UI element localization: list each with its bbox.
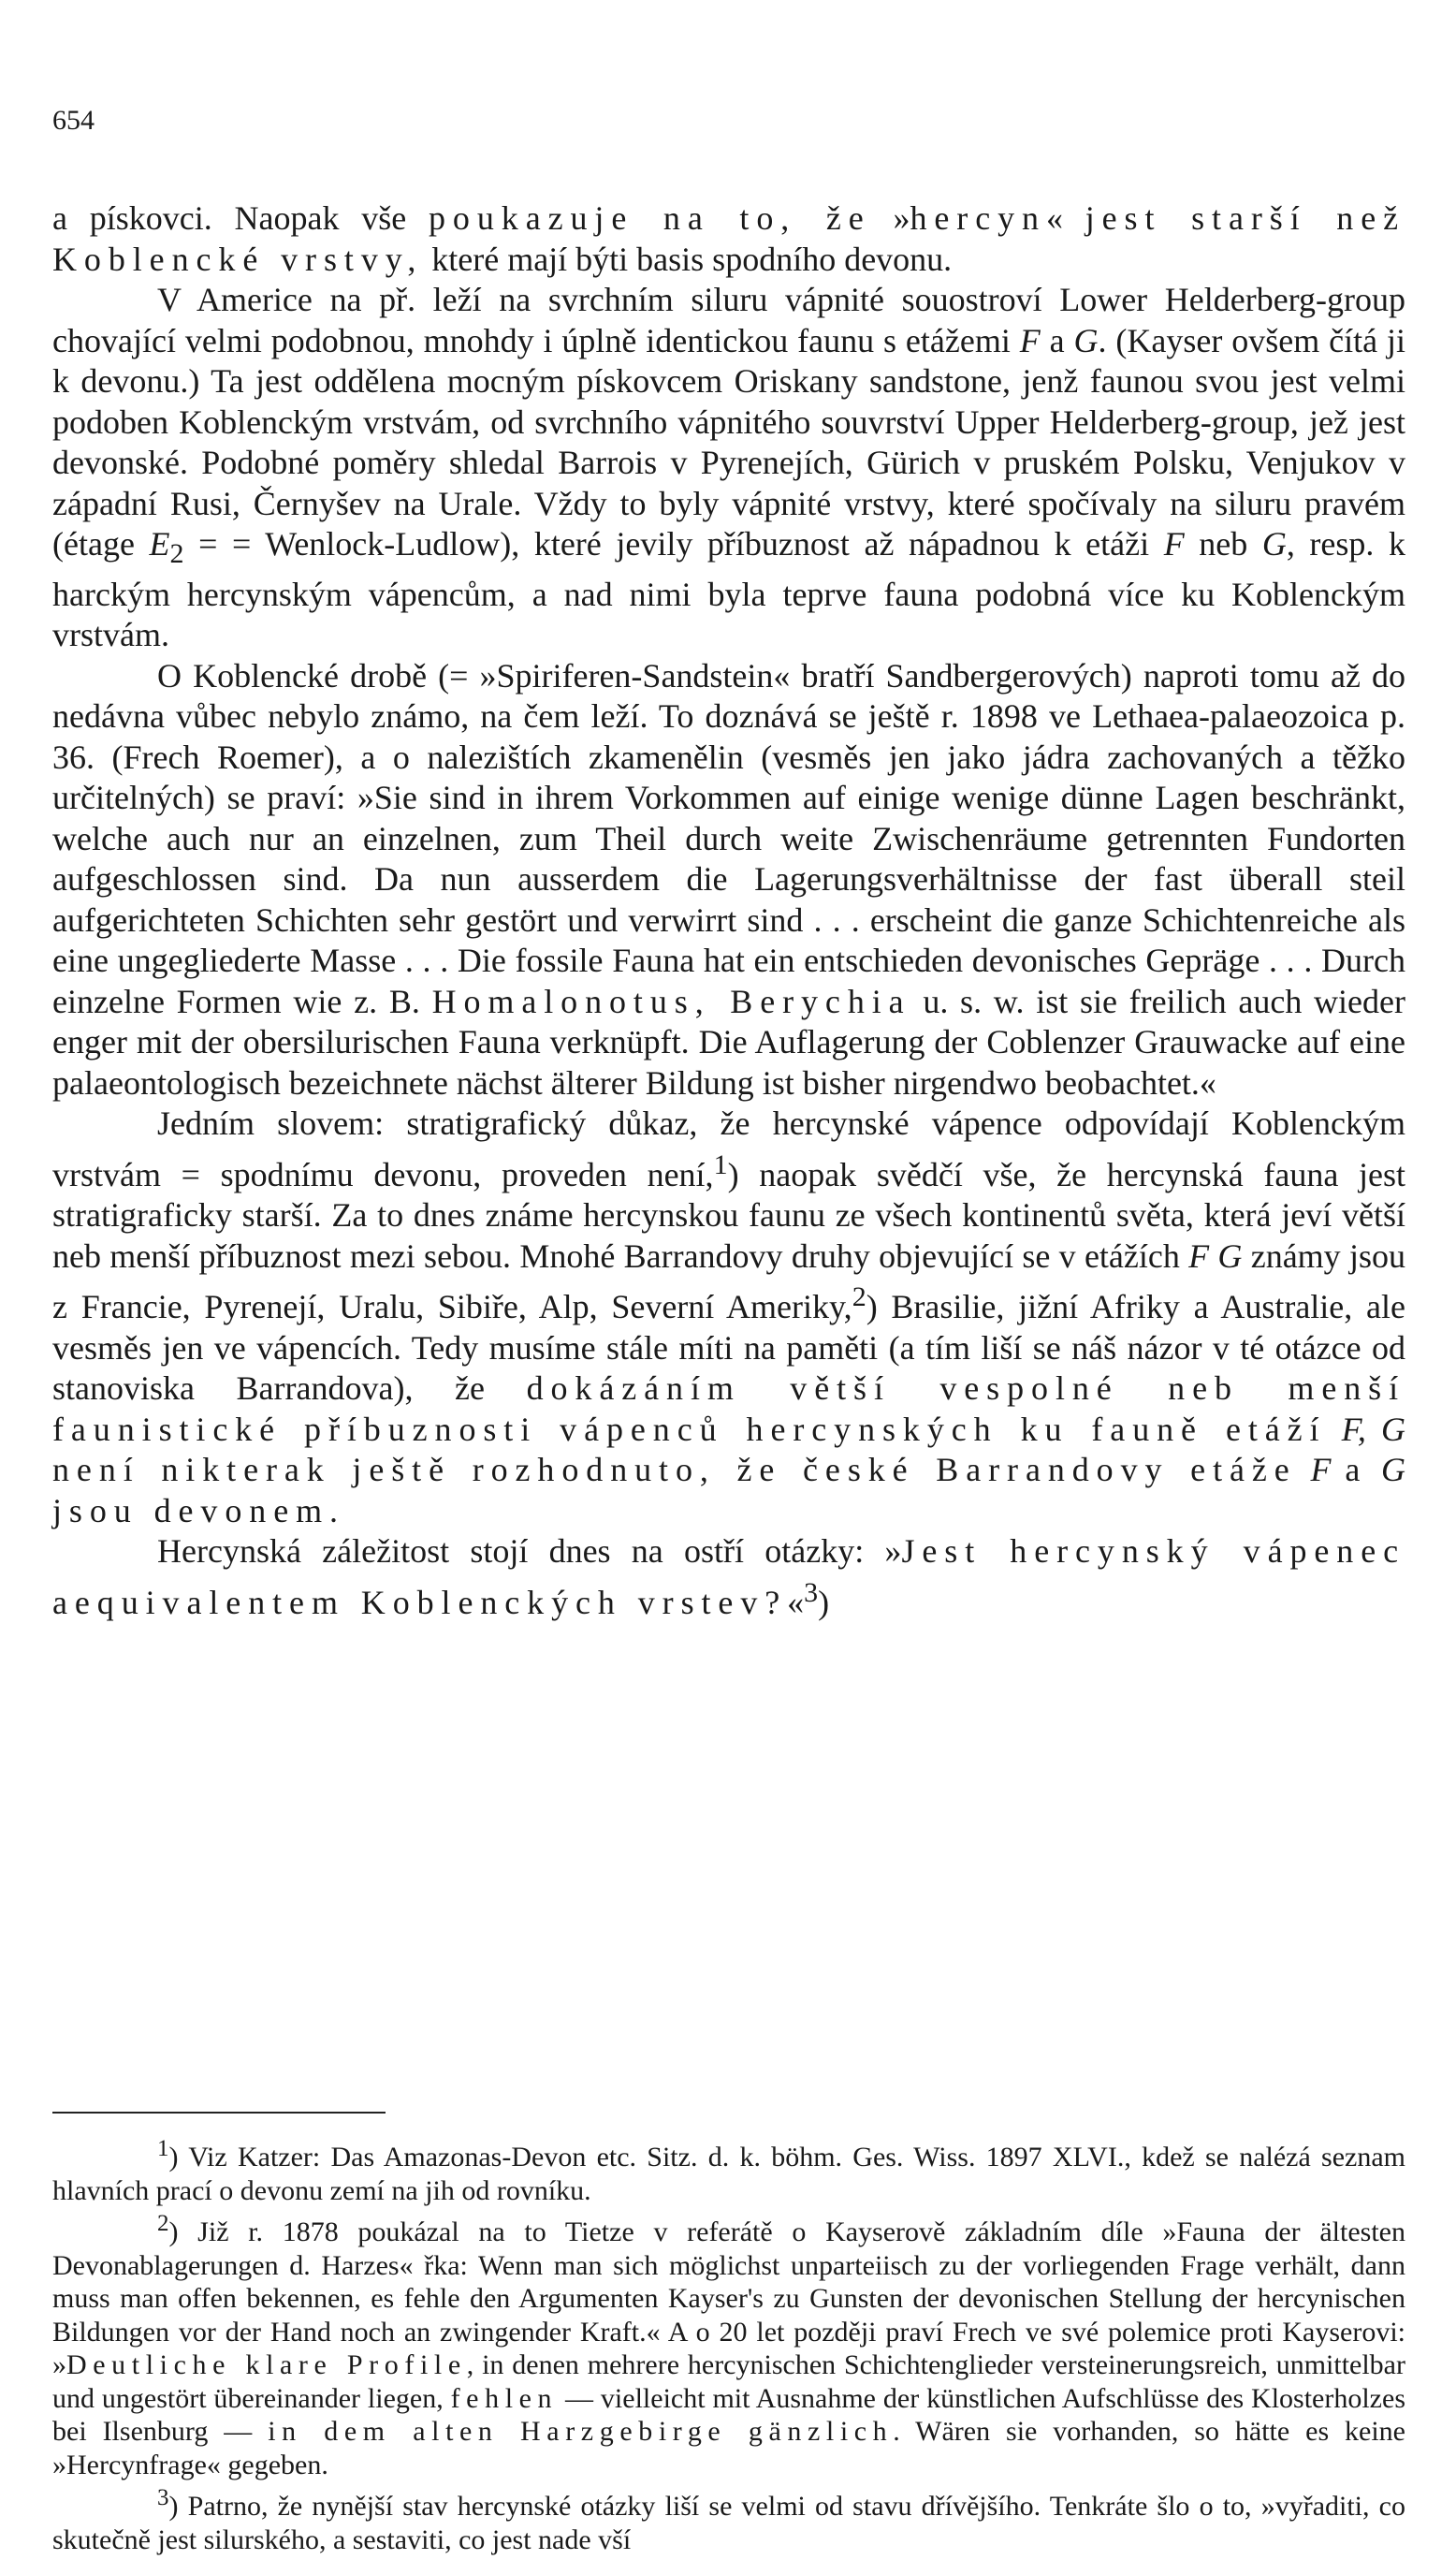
text-run: O Koblencké drobě (= »Spiriferen-Sandstein« bratří Sandbergerových) naproti tomu až do nedávna vůbec nebylo známo, na čem leží. To doznává se ještě r. 1898 ve Lethaea-palaeozoica p. 36. (Frech Roemer), a o nalezištích zkamenělin (vesměs jen jako jádra zachovaných a těžko určitelných) se praví: »Sie sind in ihrem Vorkommen auf einige wenige dünne Lagen beschränkt, welche auch nur an einzelnen, zum Theil durch weite Zwischenräume getrennten Fundorten aufgeschlossen sind. Da nun ausserdem die Lagerungsverhältnisse der fast überall steil aufgerichteten Schichten sehr gestört und verwirrt sind . . . erscheint die ganze Schichtenreiche als eine ungegliederte Masse . . . Die fossile Fauna hat ein entschieden devonisches Gepräge . . . Durch einzelne Formen wie z. B. [52, 656, 1405, 1020]
text-run: « [787, 1583, 805, 1621]
text-run: — vielleicht mit Ausnahme der künstlichen Aufschlüsse des Klosterholzes bei Ilsenburg — [52, 2382, 1405, 2447]
text-run: . (Kayser ovšem čítá ji k devonu.) Ta jest oddělena mocným pískovcem Oriskany sandstone, jenž faunou svou jest velmi podoben Koblenckým vrstvám, od svrchního vápnitého souvrství Upper Helderberg-group, jež jest devonské. Podobné poměry shledal Barrois v Pyrenejích, Gürich v pruském Polsku, Venjukov v západní Rusi, Černyšev na Urale. Vždy to byly vápnité vrstvy, které spočívaly na siluru pravém (étage [52, 321, 1405, 563]
spaced-text: jsou devonem. [52, 1491, 345, 1529]
text-run: F [1019, 321, 1041, 359]
text-run: F [1163, 525, 1185, 563]
spaced-text: fehlen [450, 2382, 559, 2414]
text-run: . Wären sie vorhanden, so hätte es keine »Hercynfrage« gegeben. [52, 2416, 1405, 2480]
text-run: « [1045, 199, 1085, 237]
footnote-divider [52, 2112, 386, 2114]
spaced-text: dokázáním větší vespolné neb menší faunistické příbuznosti vápenců hercynských ku fauně etáží [52, 1369, 1405, 1448]
footnotes [52, 2132, 1405, 2556]
text-run: 2 [169, 538, 184, 570]
spaced-text: a [1345, 1451, 1368, 1489]
text-run: ) Patrno, že nynější stav hercynské otázky liší se velmi od stavu dřívějšího. Tenkráte šlo o to, »vyřaditi, co skutečně jest silurského, a sestaviti, co jest nade vší [52, 2491, 1405, 2555]
text-run: ) Již r. 1878 poukázal na to Tietze v referátě o Kayserově základním díle »Fauna der ältesten Devonablagerungen d. Harzes« řka: Wenn man sich möglichst unparteiisch zu der vorliegenden Frage verhält, dann muss man offen bekennen, es fehle den Argumenten Kayser's zu Gunsten der devonischen Stellung der hercynischen Bildungen vor der Hand noch an zwingender Kraft.« A o 20 let později praví Frech ve své polemice proti Kayserovi: » [52, 2216, 1405, 2380]
text-run: ) naopak svědčí vše, že hercynská fauna jest stratigraficky starší. Za to dnes známe hercynskou faunu ze všech kontinentů světa, která jeví větší neb menší příbuznost mezi sebou. Mnohé Barrandovy druhy objevující se v etážích [52, 1155, 1405, 1275]
text-run: Hercynská záležitost stojí dnes na ostří otázky: » [157, 1532, 902, 1571]
spaced-text: Homalonotus, Berychia [431, 982, 911, 1020]
text-run: , in denen mehrere hercynischen Schichtenglieder versteinerungsreich, unmittelbar und ungestört übereinander liegen, [52, 2349, 1405, 2414]
footnote-2 [52, 2207, 1405, 2481]
footnote-marker: 1 [157, 2136, 169, 2161]
text-run: ) Brasilie, jižní Afriky a Australie, ale vesměs jen ve vápencích. Tedy musíme stále míti na paměti (a tím liší se náš názor v té otázce od stanoviska Barrandova), že [52, 1288, 1405, 1408]
footnote-marker: 2 [157, 2211, 169, 2236]
paragraph-3 [52, 656, 1405, 1104]
text-run: » [870, 199, 910, 237]
text-run [1326, 1411, 1341, 1448]
body-text [52, 198, 1405, 1623]
paragraph-2 [52, 280, 1405, 656]
text-run: které mají býti basis spodního devonu. [423, 240, 953, 278]
footnote-marker: 2 [852, 1281, 866, 1313]
text-run: známy jsou z Francie, Pyrenejí, Uralu, Sibiře, Alp, Severní Ameriky, [52, 1236, 1405, 1326]
paragraph-1 [52, 198, 1405, 280]
text-run: u. s. w. ist sie freilich auch wieder enger mit der obersilurischen Fauna verknüpft. Die Auflagerung der Coblenzer Grauwacke auf eine palaeontologisch bezeichnete nächst älterer Bildung ist bisher nirgendwo beobachtet.« [52, 982, 1406, 1102]
spaced-text: není nikterak ještě rozhodnuto, že české Barrandovy etáže [52, 1451, 1297, 1489]
text-run: E [149, 525, 170, 563]
text-run: a pískovci. Naopak vše [52, 199, 430, 237]
page-number: 654 [52, 105, 95, 136]
text-run: neb [1184, 525, 1262, 563]
footnote-1 [52, 2132, 1405, 2207]
paragraph-4 [52, 1104, 1405, 1531]
text-run [1332, 1451, 1346, 1488]
text-run: F G [1188, 1236, 1243, 1275]
spaced-text: hercyn [910, 199, 1046, 237]
text-run: G [1261, 525, 1287, 563]
text-run: V Americe na př. leží na svrchním siluru vápnité souostroví Lower Helderberg-group chovající velmi podobnou, mnohdy i úplně identickou faunu s etážemi [52, 281, 1405, 359]
spaced-text: Jest hercynský vápenec aequivalentem Koblenckých vrstev? [52, 1532, 1406, 1621]
text-run: F, G [1341, 1410, 1405, 1448]
spaced-text: in dem alten Harzgebirge gänzlich [268, 2416, 894, 2447]
text-run: , resp. k harckým hercynským vápencům, a nad nimi byla teprve fauna podobná více ku Koblenckým vrstvám. [52, 525, 1405, 654]
spaced-text: jest starší než Koblencké vrstvy, [52, 199, 1406, 278]
footnote-marker: 3 [157, 2485, 169, 2510]
text-run: F [1310, 1451, 1332, 1489]
text-run: = = Wenlock-Ludlow), které jevily příbuznost až nápadnou k etáži [183, 525, 1164, 563]
spaced-text: poukazuje na to, že [429, 199, 871, 237]
footnote-3 [52, 2481, 1405, 2556]
spaced-text: Deutliche klare Profile [66, 2349, 467, 2380]
paragraph-5 [52, 1531, 1405, 1623]
text-run: ) Viz Katzer: Das Amazonas-Devon etc. Sitz. d. k. böhm. Ges. Wiss. 1897 XLVI., kdež se nalézá seznam hlavních prací o devonu zemí na jih od rovníku. [52, 2142, 1405, 2206]
text-run: Jedním slovem: stratigrafický důkaz, že hercynské vápence odpovídají Koblenckým vrstvám = spodnímu devonu, proveden není, [52, 1104, 1405, 1193]
text-run [1297, 1451, 1311, 1488]
text-run: ) [818, 1583, 830, 1621]
text-run [1367, 1451, 1381, 1488]
text-run: G [1381, 1451, 1406, 1489]
footnote-marker: 1 [713, 1148, 728, 1180]
text-run: G [1073, 321, 1099, 359]
footnote-marker: 3 [804, 1576, 819, 1608]
text-run: a [1040, 321, 1074, 359]
